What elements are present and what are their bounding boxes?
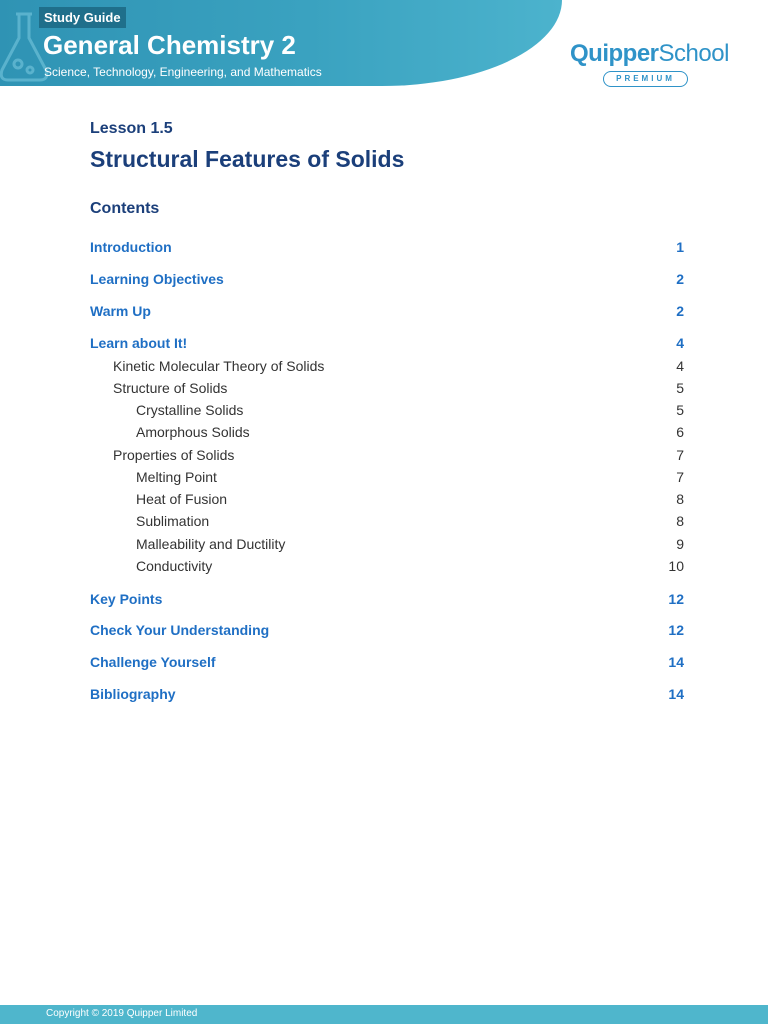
toc-entry-label: Kinetic Molecular Theory of Solids [113,358,325,374]
toc-entry-page: 2 [676,303,684,319]
toc-entry-page: 7 [676,447,684,463]
toc-entry-page: 5 [676,380,684,396]
toc-entry-label: Crystalline Solids [136,402,244,418]
toc-entry[interactable] [90,445,684,465]
toc-entry-label: Heat of Fusion [136,491,228,507]
toc-entry-label: Key Points [90,591,163,607]
toc-entry[interactable] [90,333,684,353]
toc-entry-page: 1 [676,239,684,255]
toc-entry-page: 14 [668,686,684,702]
toc-entry[interactable] [90,534,684,554]
study-guide-tag: Study Guide [39,7,126,28]
copyright-text: Copyright © 2019 Quipper Limited [46,1008,198,1019]
brand-name-part2: School [658,40,729,67]
contents-heading: Contents [90,200,160,217]
toc-entry-label: Malleability and Ductility [136,536,286,552]
toc-entry[interactable] [90,589,684,609]
toc-entry-label: Melting Point [136,469,217,485]
toc-entry-page: 6 [676,424,684,440]
toc-entry[interactable] [90,237,684,257]
toc-entry-page: 4 [676,358,684,374]
toc-entry[interactable] [90,684,684,704]
premium-badge: PREMIUM [603,71,688,87]
footer-bar [0,1005,768,1024]
brand-logo [570,40,729,68]
toc-entry[interactable] [90,400,684,420]
toc-entry-label: Conductivity [136,558,213,574]
lesson-number: Lesson 1.5 [90,120,173,137]
toc-entry[interactable] [90,356,684,376]
toc-entry[interactable] [90,489,684,509]
toc-entry[interactable] [90,422,684,442]
toc-entry-page: 8 [676,491,684,507]
toc-entry-page: 10 [668,558,684,574]
brand-name-part1: Quipper [570,40,659,67]
toc-entry-label: Amorphous Solids [136,424,250,440]
toc-entry[interactable] [90,467,684,487]
toc-entry-page: 2 [676,271,684,287]
toc-entry[interactable] [90,511,684,531]
toc-entry-label: Sublimation [136,513,210,529]
toc-entry-page: 7 [676,469,684,485]
toc-entry-page: 12 [668,591,684,607]
lesson-title: Structural Features of Solids [90,146,405,172]
header-banner [0,0,562,86]
toc-entry-label: Learning Objectives [90,271,224,287]
toc-entry-page: 12 [668,622,684,638]
toc-entry-page: 8 [676,513,684,529]
course-subtitle: Science, Technology, Engineering, and Mathematics [44,65,322,79]
toc-entry-label: Structure of Solids [113,380,228,396]
toc-entry-label: Learn about It! [90,335,188,351]
course-title: General Chemistry 2 [43,30,296,60]
toc-entry-page: 9 [676,536,684,552]
toc-entry[interactable] [90,556,684,576]
toc-entry-label: Warm Up [90,303,151,319]
toc-entry-page: 5 [676,402,684,418]
toc-entry[interactable] [90,652,684,672]
toc-entry[interactable] [90,269,684,289]
toc-entry-label: Properties of Solids [113,447,235,463]
toc-entry[interactable] [90,620,684,640]
toc-entry-label: Challenge Yourself [90,654,216,670]
toc-entry-page: 4 [676,335,684,351]
toc-entry[interactable] [90,301,684,321]
toc-entry-label: Check Your Understanding [90,622,270,638]
toc-entry-page: 14 [668,654,684,670]
toc-entry[interactable] [90,378,684,398]
toc-entry-label: Introduction [90,239,172,255]
toc-entry-label: Bibliography [90,686,176,702]
